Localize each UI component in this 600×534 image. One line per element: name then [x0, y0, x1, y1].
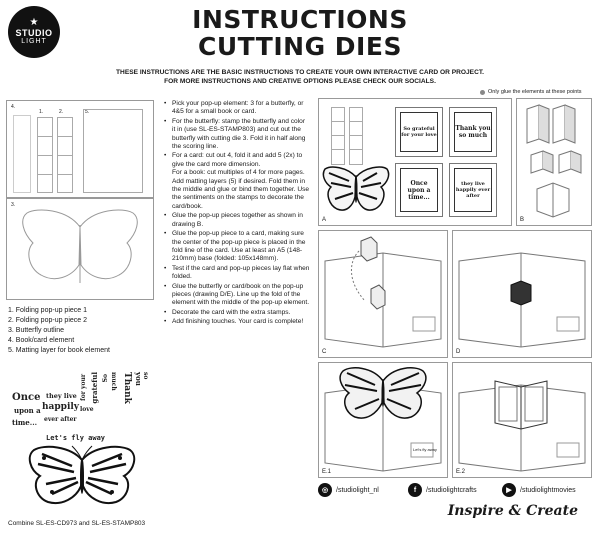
drawing-label-a: A — [322, 217, 327, 223]
stamp-upon: upon a — [14, 406, 41, 415]
drawing-label-e2: E.2 — [456, 469, 466, 475]
card-with-pop-up-icon — [319, 231, 447, 357]
die-label-2: 2. — [59, 109, 64, 115]
book-card-element — [13, 115, 31, 193]
step-item: • Glue the pop-up pieces together as shown in drawing B. — [162, 212, 310, 229]
stamp-so: So — [102, 374, 109, 383]
step-item: • For a card: cut out 4, fold it and add 5 (2x) to give the card more dimension. For a book: cut multiples of 4 for more pages. Add matting layers (5) if desired. Fold them in the middle and glue or bind them together. Use the sentiments on the stamps to decorate the card/book. — [162, 152, 310, 211]
matting-layer — [83, 109, 143, 193]
title-line2: CUTTING DIES — [198, 32, 402, 61]
stamp-much: much — [110, 372, 117, 391]
mini-card-they-live — [449, 163, 497, 217]
sentiment-so-grateful: So grateful for your love — [400, 112, 438, 152]
butterfly-stamp-icon — [22, 444, 142, 508]
pop-up-strip — [349, 107, 363, 165]
die-label-1: 1. — [39, 109, 44, 115]
page-title — [0, 6, 600, 60]
step-item: • Pick your pop-up element: 3 for a butterfly, or 4&5 for a small book or card. — [162, 100, 310, 117]
facebook-icon: f — [408, 483, 422, 497]
stamp-grateful: grateful — [90, 372, 99, 404]
intro-line2: FOR MORE INSTRUCTIONS AND CREATIVE OPTIONS PLEASE CHECK OUR SOCIALS. — [164, 78, 436, 85]
sentiment-they-live: they live happily ever after — [454, 168, 492, 212]
stamp-time: time... — [12, 418, 38, 427]
drawing-c — [318, 230, 448, 358]
legend-item: 4. Book/card element — [8, 337, 75, 344]
mini-card-thank-you — [449, 107, 497, 157]
step-item: • Test if the card and pop-up pieces lay flat when folded. — [162, 265, 310, 282]
logo-line2: LIGHT — [21, 38, 47, 45]
die-label-4: 4. — [11, 104, 16, 110]
instagram-link[interactable] — [318, 483, 379, 497]
drawing-e2 — [452, 362, 592, 478]
step-item: • Glue the butterfly or card/book on the pop-up pieces (drawing D/E). Line up the fold of the element with the middle of the pop-up element. — [162, 283, 310, 308]
instagram-handle: /studiolight_nl — [336, 486, 379, 494]
step-item: • Glue the pop-up piece to a card, making sure the center of the pop-up piece is placed in the fold line of the card. Use at least an A5 (148-210mm) base (folded: 105x148mm). — [162, 230, 310, 264]
instagram-icon: ◎ — [318, 483, 332, 497]
intro-text — [60, 68, 540, 86]
glue-note-text: Only glue the elements at these points — [488, 89, 582, 95]
stamp-set — [8, 370, 156, 508]
drawing-label-d: D — [456, 349, 461, 355]
stamp-once: Once — [12, 392, 41, 403]
die-pieces-drawing — [6, 100, 154, 198]
die-legend — [8, 306, 110, 356]
die-label-5: 5. — [85, 109, 90, 115]
step-item: • Decorate the card with the extra stamps. — [162, 309, 310, 317]
instruction-steps — [162, 100, 310, 328]
butterfly-outline-icon — [7, 199, 153, 299]
drawing-label-b: B — [520, 217, 525, 223]
finished-book-card-icon — [453, 363, 591, 477]
folding-piece-1 — [37, 117, 53, 193]
stamp-thank: Thank — [122, 372, 132, 404]
glue-point-icon — [480, 90, 485, 95]
stamp-for-your: for your — [80, 374, 87, 401]
stamp-fly-away: Let's fly away — [46, 434, 106, 442]
card-flat-pop-up-icon — [453, 231, 591, 357]
drawing-label-e1: E.1 — [322, 469, 332, 475]
youtube-handle: /studiolightmovies — [520, 486, 576, 494]
logo-line1: STUDIO — [15, 28, 53, 38]
facebook-handle: /studiolightcrafts — [426, 486, 477, 494]
drawing-label-c: C — [322, 349, 327, 355]
legend-item: 1. Folding pop-up piece 1 — [8, 307, 87, 314]
step-item: • For the butterfly: stamp the butterfly and color it in (use SL-ES-STAMP803) and cut out the butterfly with cutting die 3. Fold it in half along the scoring line. — [162, 118, 310, 152]
tagline: Inspire & Create — [447, 503, 578, 519]
title-line1: INSTRUCTIONS — [192, 5, 408, 34]
combine-note: Combine SL-ES-CD973 and SL-ES-STAMP803 — [8, 520, 146, 527]
stamp-they-live: they live — [46, 392, 77, 400]
drawing-e1 — [318, 362, 448, 478]
youtube-link[interactable] — [502, 483, 576, 497]
drawing-b — [516, 98, 592, 226]
step-item: • Add finishing touches. Your card is complete! — [162, 318, 310, 326]
folding-piece-2 — [57, 117, 73, 193]
stamp-so2: so — [142, 372, 149, 380]
intro-line1: THESE INSTRUCTIONS ARE THE BASIC INSTRUCTIONS TO CREATE YOUR OWN INTERACTIVE CARD OR PROJECT. — [116, 69, 484, 76]
glue-note — [480, 89, 582, 95]
stamp-love: love — [80, 406, 94, 413]
die-label-3: 3. — [11, 202, 16, 208]
stamp-you: you — [134, 372, 143, 386]
legend-item: 5. Matting layer for book element — [8, 347, 110, 354]
colored-butterfly-icon — [321, 165, 391, 215]
e1-fly-away-text: Let's fly away — [413, 447, 437, 452]
stamp-happily: happily — [42, 402, 80, 412]
finished-butterfly-card-icon — [319, 363, 447, 477]
butterfly-outline-drawing — [6, 198, 154, 300]
facebook-link[interactable] — [408, 483, 477, 497]
pop-up-strip — [331, 107, 345, 165]
star-icon: ★ — [29, 17, 39, 28]
sentiment-thank-you: Thank you so much — [454, 112, 492, 152]
legend-item: 3. Butterfly outline — [8, 327, 65, 334]
drawing-d — [452, 230, 592, 358]
legend-item: 2. Folding pop-up piece 2 — [8, 317, 87, 324]
glued-pop-up-pieces-icon — [517, 99, 593, 225]
sentiment-once-upon: Once upon a time... — [400, 168, 438, 212]
youtube-icon: ▶ — [502, 483, 516, 497]
mini-card-once-upon — [395, 163, 443, 217]
drawing-a — [318, 98, 512, 226]
mini-card-so-grateful — [395, 107, 443, 157]
stamp-ever-after: ever after — [44, 416, 77, 423]
